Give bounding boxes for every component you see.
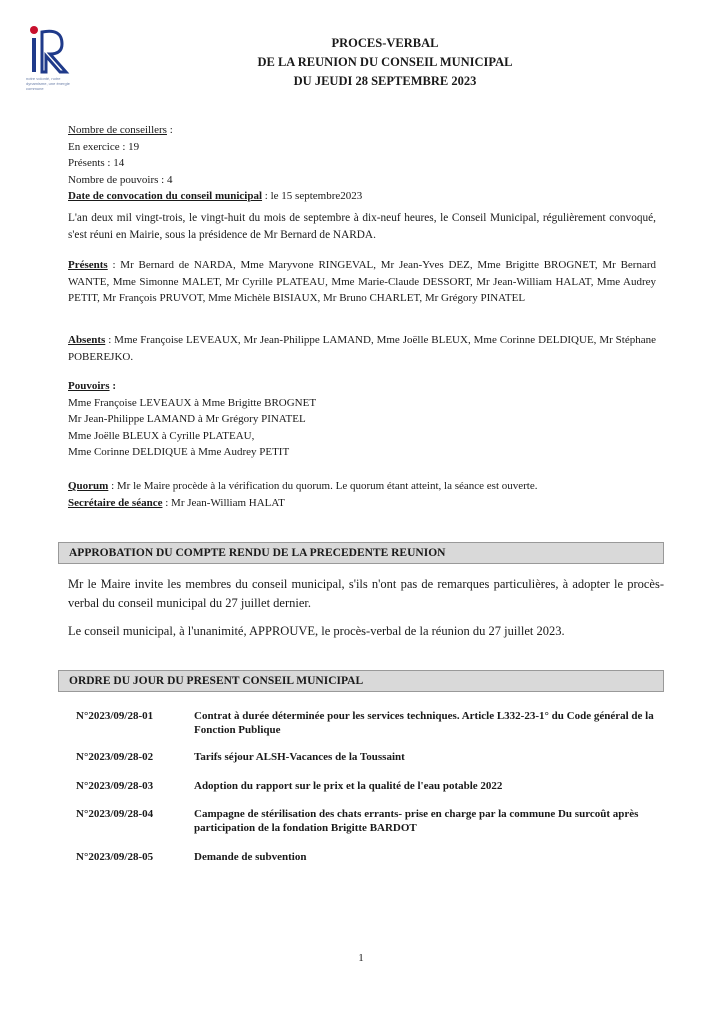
ordre-heading: ORDRE DU JOUR DU PRESENT CONSEIL MUNICIPAL — [58, 670, 664, 692]
document-title — [0, 34, 722, 91]
approbation-para2: Le conseil municipal, à l'unanimité, APPROUVE, le procès-verbal de la réunion du 27 juillet 2023. — [68, 624, 565, 638]
agenda-text: Contrat à durée déterminée pour les services techniques. Article L332-23-1° du Code général de la Fonction Publique — [194, 710, 654, 736]
presents-paragraph — [68, 257, 656, 307]
stats-heading-suffix: : — [166, 124, 173, 136]
absents-paragraph — [68, 332, 656, 365]
stats-heading: Nombre de conseillers — [68, 124, 167, 136]
agenda-item — [76, 709, 666, 737]
quorum-label: Quorum — [68, 480, 109, 492]
agenda-item — [76, 779, 666, 793]
pouvoirs-block — [68, 378, 656, 461]
title-line: PROCES-VERBAL — [331, 36, 439, 50]
secretaire-label: Secrétaire de séance — [68, 496, 163, 509]
secretaire-text: : Mr Jean-William HALAT — [162, 496, 285, 509]
logo-tagline: notre volonté, notre dynamisme, une énergie commune — [26, 76, 70, 91]
approbation-para1: Mr le Maire invite les membres du conseil municipal, s'ils n'ont pas de remarques particulières, à adopter le procès-verbal du conseil municipal du 27 juillet dernier. — [68, 577, 664, 610]
agenda-number: N°2023/09/28-01 — [76, 710, 154, 722]
pouvoir-item: Mr Jean-Philippe LAMAND à Mr Grégory PINATEL — [68, 413, 306, 425]
agenda-item — [76, 750, 666, 764]
agenda-item — [76, 807, 666, 835]
convocation-label: Date de convocation du conseil municipal — [68, 190, 263, 202]
presents-text: : Mr Bernard de NARDA, Mme Maryvone RINGEVAL, Mr Jean-Yves DEZ, Mme Brigitte BROGNET, Mr Bernard WANTE, Mme Simonne MALET, Mr Cyrille PLATEAU, Mme Marie-Claude DESSORT, Mr Jean-William HALAT, Mme Audrey PETIT, Mr François PRUVOT, Mme Michèle BISIAUX, Mr Bruno CHARLET, Mr Grégory PINATEL — [68, 259, 656, 304]
title-line: DE LA REUNION DU CONSEIL MUNICIPAL — [257, 55, 513, 69]
quorum-block — [68, 478, 656, 511]
agenda-text: Demande de subvention — [194, 851, 307, 863]
agenda-text: Campagne de stérilisation des chats errants- prise en charge par la commune Du surcoût après participation de la fondation Brigitte BARDOT — [194, 808, 639, 834]
pouvoir-item: Mme Joëlle BLEUX à Cyrille PLATEAU, — [68, 429, 255, 442]
agenda-text: Adoption du rapport sur le prix et la qualité de l'eau potable 2022 — [194, 780, 503, 792]
title-line: DU JEUDI 28 SEPTEMBRE 2023 — [293, 74, 477, 88]
pouvoirs-label-suffix: : — [109, 380, 116, 392]
stats-in-office: En exercice : 19 — [68, 140, 140, 153]
convocation-value: : le 15 septembre2023 — [262, 190, 363, 202]
agenda-number: N°2023/09/28-04 — [76, 808, 154, 820]
agenda-number: N°2023/09/28-05 — [76, 851, 154, 863]
stats-present: Présents : 14 — [68, 157, 125, 169]
agenda-text: Tarifs séjour ALSH-Vacances de la Toussaint — [194, 751, 405, 763]
approbation-heading: APPROBATION DU COMPTE RENDU DE LA PRECEDENTE REUNION — [58, 542, 664, 564]
quorum-text: : Mr le Maire procède à la vérification du quorum. Le quorum étant atteint, la séance est ouverte. — [108, 480, 538, 492]
absents-text: : Mme Françoise LEVEAUX, Mr Jean-Philippe LAMAND, Mme Joëlle BLEUX, Mme Corinne DELDIQUE, Mr Stéphane POBEREJKO. — [68, 334, 656, 363]
absents-label: Absents — [68, 334, 106, 346]
pouvoir-item: Mme Corinne DELDIQUE à Mme Audrey PETIT — [68, 446, 290, 458]
stats-proxies: Nombre de pouvoirs : 4 — [68, 173, 173, 186]
intro-paragraph: L'an deux mil vingt-trois, le vingt-huit du mois de septembre à dix-neuf heures, le Conseil Municipal, régulièrement convoqué, s'est réuni en Mairie, sous la présidence de Mr Bernard de NARDA. — [68, 212, 656, 241]
presents-label: Présents — [68, 259, 108, 271]
pouvoirs-label: Pouvoirs — [68, 380, 110, 392]
agenda-number: N°2023/09/28-03 — [76, 780, 154, 792]
pouvoir-item: Mme Françoise LEVEAUX à Mme Brigitte BROGNET — [68, 396, 317, 409]
agenda-item — [76, 850, 666, 864]
page-number: 1 — [358, 952, 364, 964]
council-stats — [68, 122, 656, 205]
agenda-number: N°2023/09/28-02 — [76, 751, 154, 763]
